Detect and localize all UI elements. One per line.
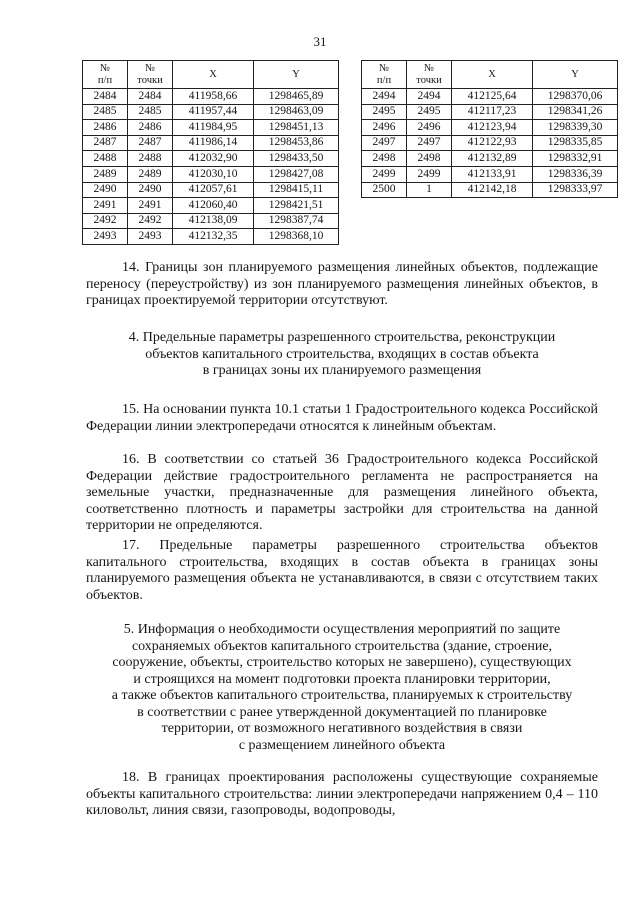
cell-x: 412117,23 xyxy=(452,104,533,120)
cell-point: 2493 xyxy=(128,229,173,245)
cell-num: 2489 xyxy=(83,166,128,182)
table-row xyxy=(83,229,339,245)
cell-num: 2486 xyxy=(83,120,128,136)
cell-x: 412030,10 xyxy=(173,166,254,182)
cell-y: 1298463,09 xyxy=(254,104,339,120)
cell-point: 2486 xyxy=(128,120,173,136)
cell-y: 1298336,39 xyxy=(533,166,618,182)
table-row xyxy=(83,120,339,136)
header-y: Y xyxy=(533,61,618,89)
table-row xyxy=(83,135,339,151)
cell-point: 2487 xyxy=(128,135,173,151)
heading-line: и строящихся на момент подготовки проекта планировки территории, xyxy=(133,671,551,687)
paragraph-16 xyxy=(86,452,598,535)
cell-point: 2489 xyxy=(128,166,173,182)
cell-y: 1298427,08 xyxy=(254,166,339,182)
cell-x: 412142,18 xyxy=(452,182,533,198)
table-row xyxy=(83,198,339,214)
cell-y: 1298333,97 xyxy=(533,182,618,198)
cell-x: 412132,89 xyxy=(452,151,533,167)
cell-point: 2497 xyxy=(407,135,452,151)
cell-x: 412123,94 xyxy=(452,120,533,136)
header-x: X xyxy=(173,61,254,89)
cell-x: 412132,35 xyxy=(173,229,254,245)
table-row xyxy=(362,104,618,120)
paragraph-15 xyxy=(86,402,598,435)
cell-y: 1298368,10 xyxy=(254,229,339,245)
table-row xyxy=(83,213,339,229)
cell-num: 2493 xyxy=(83,229,128,245)
coordinates-table-left xyxy=(82,60,339,245)
section-4-heading xyxy=(86,330,598,380)
cell-point: 2499 xyxy=(407,166,452,182)
header-x: X xyxy=(452,61,533,89)
section-5-heading xyxy=(86,622,598,754)
cell-y: 1298339,30 xyxy=(533,120,618,136)
paragraph-15-text: 15. На основании пункта 10.1 статьи 1 Градостроительного кодекса Российской Федерации линии электропередачи относятся к линейным объектам. xyxy=(86,402,598,434)
header-y: Y xyxy=(254,61,339,89)
cell-num: 2485 xyxy=(83,104,128,120)
heading-line: объектов капитального строительства, входящих в состав объекта xyxy=(145,346,539,362)
cell-num: 2488 xyxy=(83,151,128,167)
cell-point: 2484 xyxy=(128,89,173,105)
cell-y: 1298421,51 xyxy=(254,198,339,214)
cell-x: 412133,91 xyxy=(452,166,533,182)
cell-point: 2490 xyxy=(128,182,173,198)
heading-line: в границах зоны их планируемого размещения xyxy=(202,363,482,378)
table-row xyxy=(362,89,618,105)
cell-num: 2491 xyxy=(83,198,128,214)
cell-y: 1298465,89 xyxy=(254,89,339,105)
cell-x: 411984,95 xyxy=(173,120,254,136)
cell-y: 1298335,85 xyxy=(533,135,618,151)
cell-num: 2490 xyxy=(83,182,128,198)
paragraph-14-text: 14. Границы зон планируемого размещения линейных объектов, подлежащие переносу (переустройству) из зон планируемого размещения линейных объектов, в границах проектируемой территории отсутствуют. xyxy=(86,260,598,308)
heading-line: 4. Предельные параметры разрешенного строительства, реконструкции xyxy=(128,330,556,345)
header-point: № точки xyxy=(128,61,173,89)
heading-line: в соответствии с ранее утвержденной документацией по планировке xyxy=(137,704,547,720)
cell-num: 2500 xyxy=(362,182,407,198)
table-row xyxy=(362,166,618,182)
cell-point: 2488 xyxy=(128,151,173,167)
cell-num: 2499 xyxy=(362,166,407,182)
paragraph-16-text: 16. В соответствии со статьей 36 Градостроительного кодекса Российской Федерации действие градостроительного регламента не распространяется на земельные участки, предназначенные для размещения линейного объекта, соответственно плотность и параметры застройки для строительства на данной территории не определяются. xyxy=(86,452,598,533)
header-num: № п/п xyxy=(83,61,128,89)
cell-num: 2498 xyxy=(362,151,407,167)
table-row xyxy=(83,151,339,167)
cell-y: 1298451,13 xyxy=(254,120,339,136)
cell-x: 412125,64 xyxy=(452,89,533,105)
cell-x: 411957,44 xyxy=(173,104,254,120)
heading-line: а также объектов капитального строительства, планируемых к строительству xyxy=(111,688,573,703)
cell-point: 2496 xyxy=(407,120,452,136)
heading-line: 5. Информация о необходимости осуществления мероприятий по защите xyxy=(123,622,561,637)
cell-num: 2494 xyxy=(362,89,407,105)
cell-y: 1298370,06 xyxy=(533,89,618,105)
cell-x: 412060,40 xyxy=(173,198,254,214)
cell-x: 411986,14 xyxy=(173,135,254,151)
cell-num: 2492 xyxy=(83,213,128,229)
paragraph-18-text: 18. В границах проектирования расположены существующие сохраняемые объекты капитального строительства: линии электропередачи напряжением 0,4 – 110 киловольт, линия связи, газопроводы, водопроводы, xyxy=(86,770,598,818)
table-body-left xyxy=(83,89,339,245)
cell-num: 2495 xyxy=(362,104,407,120)
header-point: № точки xyxy=(407,61,452,89)
cell-point: 2485 xyxy=(128,104,173,120)
table-body-right xyxy=(362,89,618,198)
cell-num: 2497 xyxy=(362,135,407,151)
heading-line: территории, от возможного негативного воздействия в связи xyxy=(161,721,523,736)
paragraph-17-text: 17. Предельные параметры разрешенного строительства объектов капитального строительства, входящих в состав объекта в границах зоны планируемого размещения объекта не устанавливаются, в связи с отсутствием таких объектов. xyxy=(86,538,598,603)
table-row xyxy=(362,120,618,136)
table-row xyxy=(83,182,339,198)
header-num: № п/п xyxy=(362,61,407,89)
cell-y: 1298433,50 xyxy=(254,151,339,167)
cell-point: 2491 xyxy=(128,198,173,214)
heading-line: сооружение, объекты, строительство которых не завершено), существующих xyxy=(112,655,572,670)
cell-x: 412122,93 xyxy=(452,135,533,151)
cell-point: 1 xyxy=(407,182,452,198)
cell-point: 2494 xyxy=(407,89,452,105)
cell-x: 412138,09 xyxy=(173,213,254,229)
paragraph-18 xyxy=(86,770,598,820)
paragraph-17 xyxy=(86,538,598,604)
cell-num: 2496 xyxy=(362,120,407,136)
coordinates-table-right xyxy=(361,60,618,198)
cell-x: 412032,90 xyxy=(173,151,254,167)
table-row xyxy=(83,104,339,120)
cell-y: 1298341,26 xyxy=(533,104,618,120)
table-header-row xyxy=(362,61,618,89)
table-row xyxy=(362,151,618,167)
cell-num: 2484 xyxy=(83,89,128,105)
page-number: 31 xyxy=(313,34,327,49)
heading-line: сохраняемых объектов капитального строительства (здание, строение, xyxy=(131,638,553,654)
cell-num: 2487 xyxy=(83,135,128,151)
cell-x: 411958,66 xyxy=(173,89,254,105)
cell-point: 2492 xyxy=(128,213,173,229)
cell-y: 1298387,74 xyxy=(254,213,339,229)
cell-point: 2498 xyxy=(407,151,452,167)
paragraph-14 xyxy=(86,260,598,310)
table-row xyxy=(362,182,618,198)
cell-y: 1298453,86 xyxy=(254,135,339,151)
table-header-row xyxy=(83,61,339,89)
heading-line: с размещением линейного объекта xyxy=(238,737,446,753)
cell-y: 1298332,91 xyxy=(533,151,618,167)
cell-point: 2495 xyxy=(407,104,452,120)
cell-y: 1298415,11 xyxy=(254,182,339,198)
cell-x: 412057,61 xyxy=(173,182,254,198)
table-row xyxy=(83,166,339,182)
table-row xyxy=(83,89,339,105)
table-row xyxy=(362,135,618,151)
